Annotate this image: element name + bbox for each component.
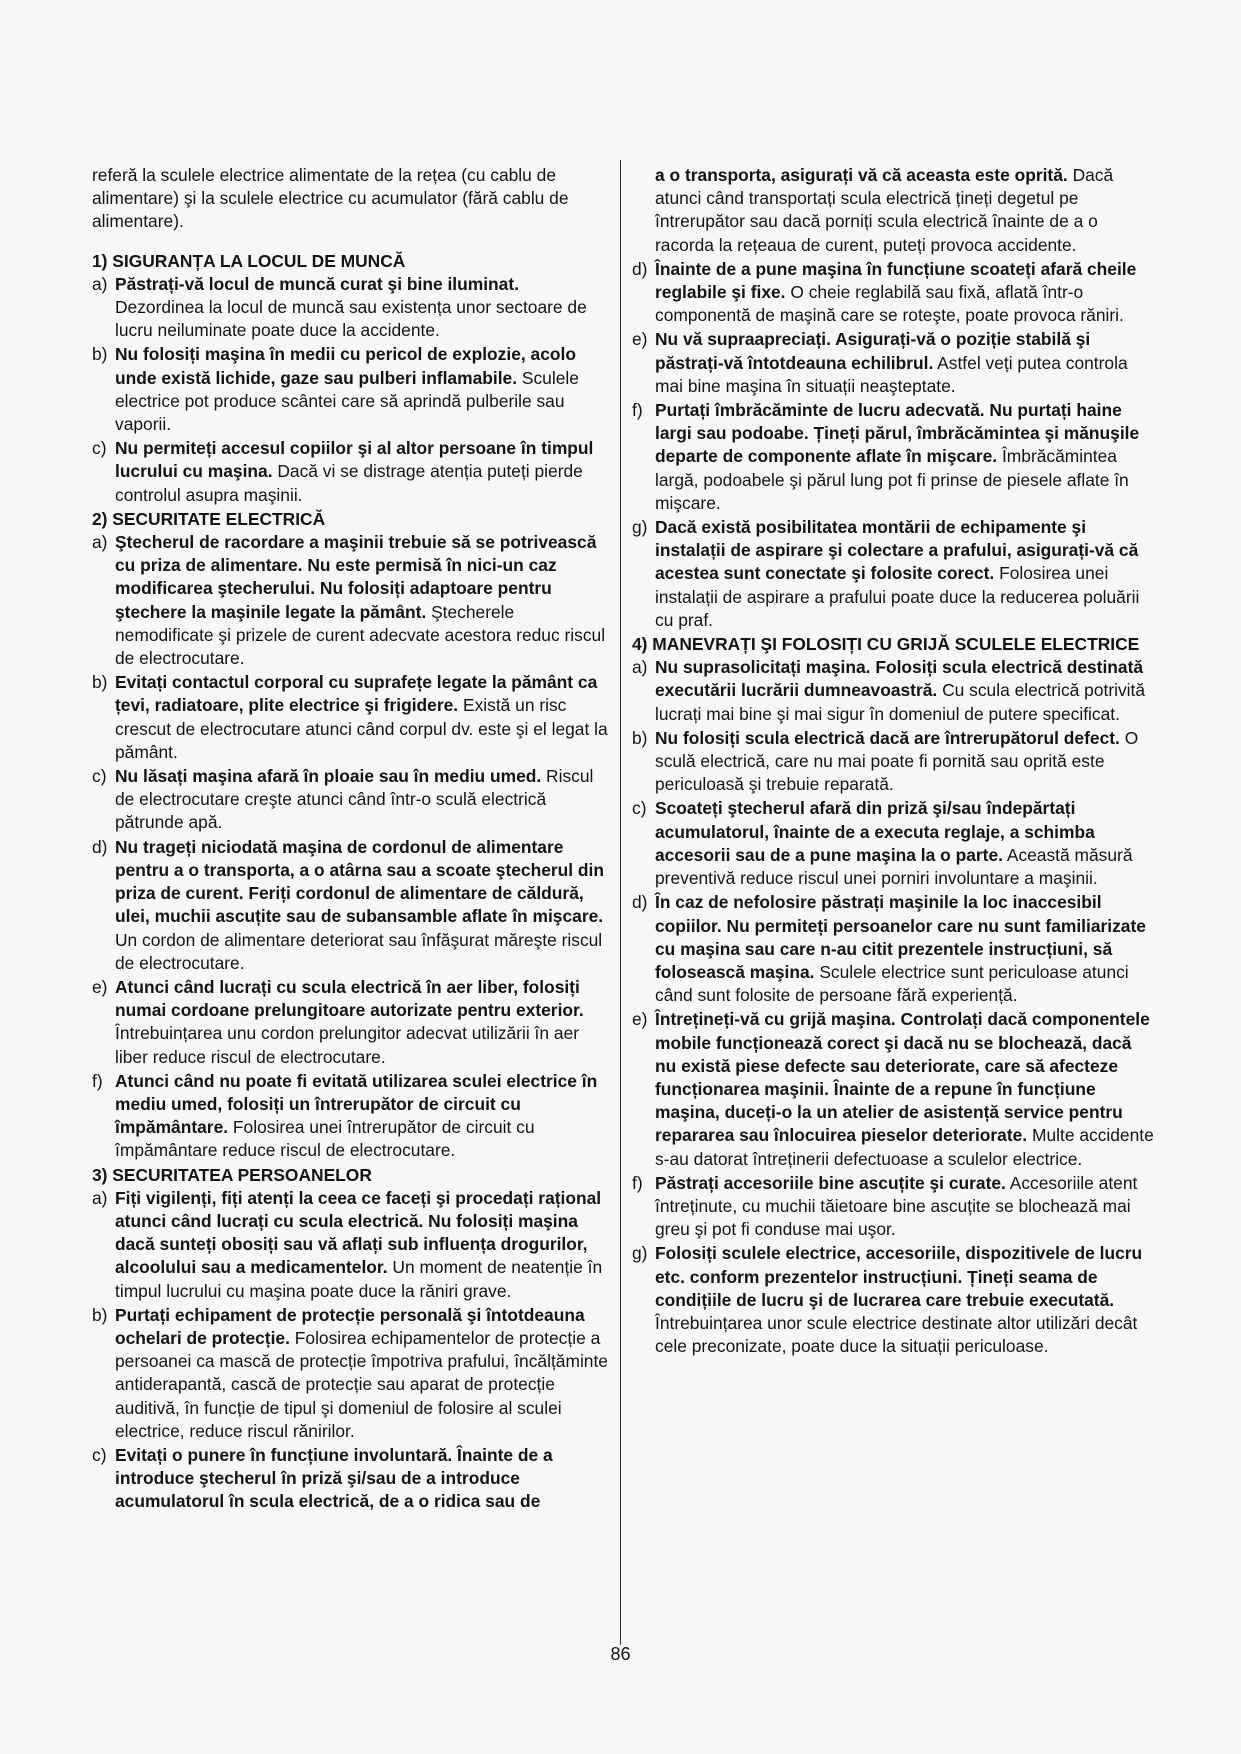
item-label: a) bbox=[632, 657, 648, 678]
item-bold-text: Evitați contactul corporal cu suprafețe legate la pământ ca țevi, radiatoare, plite electrice şi frigidere. bbox=[115, 672, 598, 716]
item-text: Dacă vi se distrage atenția puteți pierde controlul asupra maşinii. bbox=[115, 461, 583, 505]
list-item bbox=[92, 1187, 608, 1303]
item-label: f) bbox=[632, 1172, 643, 1193]
item-text: Cu scula electrică potrivită lucrați mai bine şi mai sigur în domeniul de putere specificat. bbox=[655, 680, 1146, 724]
item-bold-text: Scoateți ştecherul afară din priză şi/sau îndepărtați acumulatorul, înainte de a executa reglaje, a schimba accesorii sau de a pune maşina la o parte. bbox=[655, 798, 1095, 865]
item-bold-text: Atunci când nu poate fi evitată utilizarea sculei electrice în mediu umed, folosiți un întrerupător de circuit cu împământare. bbox=[115, 1070, 598, 1138]
item-label: f) bbox=[632, 400, 643, 421]
item-bold-text: Nu folosiți maşina în medii cu pericol de explozie, acolo unde există lichide, gaze sau pulberi inflamabile. bbox=[115, 344, 576, 388]
column-divider bbox=[620, 160, 621, 1645]
item-label: e) bbox=[632, 329, 648, 350]
item-text: Un cordon de alimentare deteriorat sau înfăşurat măreşte riscul de electrocutare. bbox=[115, 929, 603, 973]
item-label: g) bbox=[632, 517, 648, 538]
item-text: Întrebuințarea unor scule electrice destinate altor utilizări decât cele preconizate, poate duce la situații periculoase. bbox=[655, 1312, 1138, 1357]
item-bold-text: În caz de nefolosire păstrați maşinile la loc inaccesibil copiilor. Nu permiteți persoanelor care nu sunt familiarizate cu maşina sau care n-au citit prezentele instrucțiuni, să folosească maşina. bbox=[655, 892, 1146, 982]
item-label: a) bbox=[92, 532, 108, 553]
item-label: c) bbox=[92, 438, 107, 459]
left-column bbox=[92, 164, 608, 1515]
list-item bbox=[92, 671, 608, 764]
item-bold-text: Înainte de a pune maşina în funcțiune scoateți afară cheile reglabile şi fixe. bbox=[655, 258, 1137, 303]
item-label: a) bbox=[92, 1187, 108, 1208]
item-bold-text: Dacă există posibilitatea montării de echipamente şi instalații de aspirare şi colectare a prafului, asigurați-vă că acestea sunt conectate şi folosite corect. bbox=[655, 517, 1139, 584]
item-label: a) bbox=[92, 273, 108, 294]
list-item bbox=[92, 1070, 608, 1163]
list-item bbox=[632, 1172, 1154, 1242]
list-item bbox=[632, 727, 1154, 797]
item-text: O sculă electrică, care nu mai poate fi pornită sau oprită este periculoasă şi trebuie reparată. bbox=[655, 727, 1139, 795]
page-number: 86 bbox=[610, 1644, 631, 1664]
item-label: d) bbox=[632, 892, 648, 913]
item-bold-text: Fiți vigilenți, fiți atenți la ceea ce faceți şi procedați rațional atunci când lucrați cu scula electrică. Nu folosiți maşina dacă sunteți obosiți sau vă aflați sub influența drogurilor, alcoolului sau a medicamentelor. bbox=[115, 1187, 602, 1278]
list-item bbox=[92, 1304, 608, 1443]
item-bold-text: Ştecherul de racordare a maşinii trebuie să se potrivească cu priza de alimentare. Nu este permisă în nici-un caz modificarea ştecherului. Nu folosiți adaptoare pentru ştechere la maşinile legate la pământ. bbox=[115, 532, 597, 622]
section-heading: 3) SECURITATEA PERSOANELOR bbox=[92, 1164, 372, 1185]
list-item bbox=[92, 343, 608, 436]
item-bold-text: Atunci când lucrați cu scula electrică în aer liber, folosiți numai cordoane prelungitoare autorizate pentru exterior. bbox=[115, 976, 584, 1021]
item-bold-text: Păstrați accesoriile bine ascuțite şi curate. bbox=[655, 1172, 1006, 1193]
item-text: O cheie reglabilă sau fixă, aflată într-o componentă de maşină care se roteşte, poate provoca răniri. bbox=[655, 282, 1124, 326]
item-bold-text: Purtați îmbrăcăminte de lucru adecvată. Nu purtați haine largi sau podoabe. Țineți părul, îmbrăcămintea şi mănuşile departe de componente aflate în mişcare. bbox=[655, 400, 1140, 467]
item-text: Un moment de neatenție în timpul lucrului cu maşina poate duce la răniri grave. bbox=[115, 1257, 603, 1301]
item-bold-text: Nu suprasolicitați maşina. Folosiți scula electrică destinată executării lucrării dumneavoastră. bbox=[655, 657, 1144, 701]
item-text: Această măsură preventivă reduce riscul unei porniri involuntare a maşinii. bbox=[655, 844, 1133, 889]
item-bold-text: Nu vă supraapreciați. Asigurați-vă o poziție stabilă şi păstrați-vă întotdeauna echilibrul. bbox=[655, 329, 1091, 373]
item-text: Astfel veți putea controla mai bine maşina în situații neaşteptate. bbox=[655, 352, 1128, 396]
item-text: Există un risc crescut de electrocutare atunci când corpul dv. este şi el legat la pământ. bbox=[115, 695, 608, 762]
item-label: c) bbox=[632, 798, 647, 819]
item-label: c) bbox=[92, 766, 107, 787]
item-bold-text: Nu folosiți scula electrică dacă are întrerupătorul defect. bbox=[655, 727, 1120, 748]
item-text: Folosirea unei instalații de aspirare a prafului poate duce la reducerea poluării cu praf. bbox=[655, 563, 1140, 630]
item-label: b) bbox=[92, 344, 108, 365]
item-text: Îmbrăcămintea largă, podoabele şi părul lung pot fi prinse de piesele aflate în mişcare. bbox=[655, 446, 1129, 513]
list-item bbox=[92, 531, 608, 670]
list-item bbox=[632, 797, 1154, 890]
item-label: f) bbox=[92, 1070, 103, 1091]
item-text: Multe accidente s-au datorat întreținerii defectuoase a sculelor electrice. bbox=[655, 1125, 1154, 1169]
right-column bbox=[632, 164, 1154, 1359]
list-item bbox=[632, 1242, 1154, 1358]
item-label: d) bbox=[92, 836, 108, 857]
item-label: e) bbox=[92, 976, 108, 997]
item-bold-text: Păstrați-vă locul de muncă curat şi bine iluminat. bbox=[115, 273, 519, 294]
item-bold-text: Folosiți sculele electrice, accesoriile, dispozitivele de lucru etc. conform prezentelor instrucțiuni. Țineți seama de condițiile de lucru şi de lucrarea care trebuie executată. bbox=[655, 1243, 1143, 1310]
list-item bbox=[632, 328, 1154, 398]
item-label: g) bbox=[632, 1243, 648, 1264]
item-label: c) bbox=[92, 1444, 107, 1465]
item-bold-text: Evitați o punere în funcțiune involuntară. Înainte de a introduce ştecherul în priză şi/sau de a introduce acumulatorul în scula electrică, de a o ridica sau de bbox=[115, 1444, 553, 1512]
item-text: Riscul de electrocutare creşte atunci când într-o sculă electrică pătrunde apă. bbox=[115, 766, 594, 833]
item-text: Ştecherele nemodificate şi prizele de curent adecvate acestora reduc riscul de electrocutare. bbox=[115, 601, 606, 669]
item-text: Dacă atunci când transportați scula electrică țineți degetul pe întrerupător sau dacă porniți scula electrică înainte de a o racorda la rețeaua de curent, puteți provoca accidente. bbox=[655, 165, 1114, 255]
item-label: b) bbox=[632, 727, 648, 748]
section-heading: 1) SIGURANȚA LA LOCUL DE MUNCĂ bbox=[92, 250, 406, 271]
item-text: Folosirea echipamentelor de protecție a persoanei ca mască de protecție împotriva prafului, încălțăminte antiderapantă, cască de protecție sau aparat de protecție auditivă, în funcție de tipul şi domeniul de folosire al sculei electrice, reduce riscul rănirilor. bbox=[115, 1327, 608, 1441]
item-text: Dezordinea la locul de muncă sau existența unor sectoare de lucru neiluminate poate duce la accidente. bbox=[115, 297, 587, 341]
list-item bbox=[632, 516, 1154, 632]
list-item bbox=[92, 1444, 608, 1514]
item-bold-text: Purtați echipament de protecție personală şi întotdeauna ochelari de protecție. bbox=[115, 1304, 585, 1348]
item-text: Întrebuințarea unu cordon prelungitor adecvat utilizării în aer liber reduce riscul de electrocutare. bbox=[115, 1023, 580, 1067]
item-bold-text: Nu trageți niciodată maşina de cordonul de alimentare pentru a o transporta, a o atârna sau a scoate ştecherul din priza de curent. Feriți cordonul de alimentare de căldură, ulei, muchii ascuțite sau de subansamble aflate în mişcare. bbox=[115, 836, 605, 927]
list-item bbox=[632, 891, 1154, 1007]
list-item bbox=[92, 273, 608, 343]
list-item bbox=[632, 656, 1154, 726]
item-label: e) bbox=[632, 1009, 648, 1030]
section-heading: 2) SECURITATE ELECTRICĂ bbox=[92, 508, 326, 529]
list-item bbox=[632, 1008, 1154, 1170]
list-item bbox=[92, 437, 608, 507]
list-item bbox=[92, 765, 608, 835]
item-bold-text: Nu permiteți accesul copiilor şi al altor persoane în timpul lucrului cu maşina. bbox=[115, 438, 594, 482]
section-heading: 4) MANEVRAȚI ŞI FOLOSIȚI CU GRIJĂ SCULELE ELECTRICE bbox=[632, 634, 1140, 655]
intro-paragraph: referă la sculele electrice alimentate de la rețea (cu cablu de alimentare) şi la sculele electrice cu acumulator (fără cablu de alimentare). bbox=[92, 165, 569, 232]
item-text: Sculele electrice sunt periculoase atunci când sunt folosite de persoane fără experiență. bbox=[655, 961, 1129, 1006]
item-text: Sculele electrice pot produce scântei care să aprindă pulberile sau vaporii. bbox=[115, 367, 579, 435]
list-item-continued bbox=[632, 164, 1154, 257]
list-item bbox=[632, 399, 1154, 515]
item-label: b) bbox=[92, 1304, 108, 1325]
item-text: Folosirea unei întrerupător de circuit cu împământare reduce riscul de electrocutare. bbox=[115, 1117, 535, 1161]
list-item bbox=[92, 976, 608, 1069]
item-label: d) bbox=[632, 258, 648, 279]
item-bold-text: Întrețineți-vă cu grijă maşina. Controlați dacă componentele mobile funcționează corect şi dacă nu se blochează, dacă nu există piese defecte sau deteriorate, care să afecteze funcționarea maşinii. Înainte de a repune în funcțiune maşina, duceți-o la un atelier de asistență service pentru repararea sau înlocuirea pieselor deteriorate. bbox=[655, 1009, 1150, 1146]
item-bold-text: a o transporta, asigurați vă că aceasta este oprită. bbox=[655, 165, 1068, 185]
list-item bbox=[92, 836, 608, 975]
item-text: Accesoriile atent întreținute, cu muchii tăietoare bine ascuțite se blochează mai greu şi pot fi conduse mai uşor. bbox=[655, 1172, 1138, 1240]
item-label: b) bbox=[92, 672, 108, 693]
item-bold-text: Nu lăsați maşina afară în ploaie sau în mediu umed. bbox=[115, 766, 542, 787]
list-item bbox=[632, 258, 1154, 328]
